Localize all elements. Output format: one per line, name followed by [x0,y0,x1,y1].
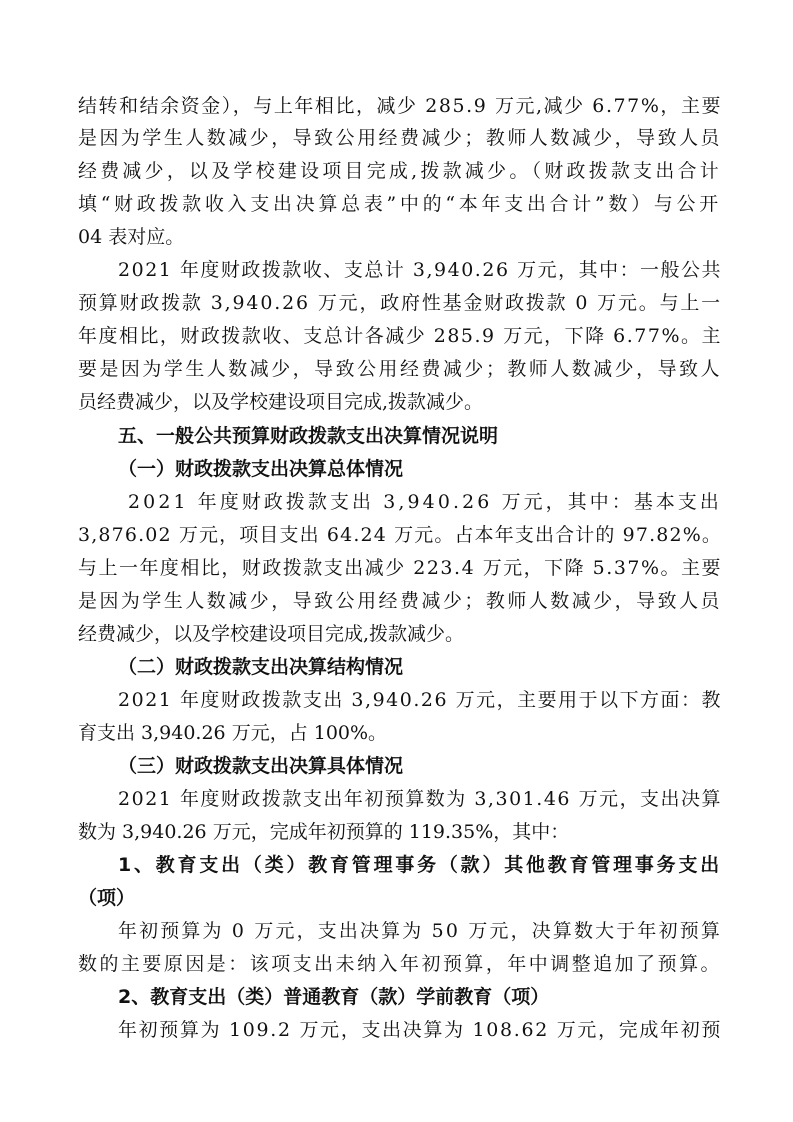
text-line: 2021 年度财政拨款支出 3,940.26 万元，主要用于以下方面：教 [118,689,723,711]
text-line: 员经费减少，以及学校建设项目完成,拨款减少。 [78,391,484,413]
text-line: 经费减少，以及学校建设项目完成,拨款减少。 [78,623,465,645]
text-line: 数为 3,940.26 万元，完成年初预算的 119.35%，其中： [78,821,570,843]
section-heading: 五、一般公共预算财政拨款支出决算情况说明 [118,425,499,447]
text-line: 年初预算为 109.2 万元，支出决算为 108.62 万元，完成年初预 [118,1019,723,1041]
text-line: 2021 年度财政拨款支出年初预算数为 3,301.46 万元，支出决算 [118,788,723,810]
item-heading: 1、教育支出（类）教育管理事务（款）其他教育管理事务支出 [118,854,723,876]
text-line: 是因为学生人数减少，导致公用经费减少；教师人数减少，导致人员 [78,127,723,149]
text-line: 2021 年度财政拨款收、支总计 3,940.26 万元，其中：一般公共 [118,259,723,281]
text-line: 与上一年度相比，财政拨款支出减少 223.4 万元，下降 5.37%。主要 [78,557,722,579]
text-line: 填“财政拨款收入支出决算总表”中的“本年支出合计”数）与公开 [78,193,723,215]
text-line: 是因为学生人数减少，导致公用经费减少；教师人数减少，导致人员 [78,590,723,612]
subsection-heading: （三）财政拨款支出决算具体情况 [118,755,404,777]
text-line: 要是因为学生人数减少，导致公用经费减少；教师人数减少，导致人 [78,358,723,380]
text-line: 年初预算为 0 万元，支出决算为 50 万元，决算数大于年初预算 [118,920,722,942]
text-line: 育支出 3,940.26 万元，占 100%。 [78,722,388,744]
text-line: 结转和结余资金），与上年相比，减少 285.9 万元,减少 6.77%，主要 [78,95,723,117]
text-line: 2021 年度财政拨款支出 3,940.26 万元，其中：基本支出 [128,491,722,513]
text-line: 04 表对应。 [78,226,185,248]
text-line: 3,876.02 万元，项目支出 64.24 万元。占本年支出合计的 97.82%。 [78,524,723,546]
text-line: 年度相比，财政拨款收、支总计各减少 285.9 万元，下降 6.77%。主 [78,325,722,347]
text-line: 数的主要原因是：该项支出未纳入年初预算，年中调整追加了预算。 [78,953,723,975]
item-heading: （项） [78,887,136,909]
text-line: 经费减少，以及学校建设项目完成,拨款减少。（财政拨款支出合计 [78,160,723,182]
subsection-heading: （一）财政拨款支出决算总体情况 [118,458,404,480]
text-line: 预算财政拨款 3,940.26 万元，政府性基金财政拨款 0 万元。与上一 [78,292,723,314]
subsection-heading: （二）财政拨款支出决算结构情况 [118,656,404,678]
item-heading: 2、教育支出（类）普通教育（款）学前教育（项） [118,986,550,1008]
